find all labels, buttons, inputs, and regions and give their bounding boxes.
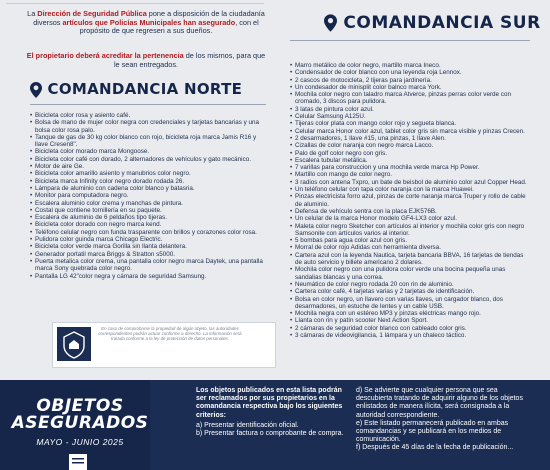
- criteria-column: [196, 387, 344, 438]
- owner-rest: de los mismos, para que le sean entregados.: [113, 51, 266, 69]
- sur-list-item: • Mochila color negro con una pulidora color verde una bocina pequeña unas sandalias blancas y una correa.: [290, 266, 530, 281]
- sur-items-list: [290, 62, 530, 339]
- sur-list-item: • Cartera color café, 4 tarjetas varias y 2 tarjetas de identificación.: [290, 288, 530, 295]
- sur-list-item: • Llanta con rin y patín scooter Next Action Sport.: [290, 317, 530, 324]
- warnings-column: [356, 387, 532, 453]
- norte-list-item: • Generador portatil marca Briggs & Stratton s5000.: [30, 251, 270, 258]
- norte-list-item: • Bicicleta color rosa y asiento café.: [30, 112, 270, 119]
- norte-list-item: • Pantalla LG 42"color negra y cámara de seguridad Samsung.: [30, 273, 270, 280]
- sur-list-item: • Un celular de la marca Honor modelo GF4-LX3 color azul.: [290, 215, 530, 222]
- norte-heading: [30, 80, 242, 98]
- owner-paragraph: [26, 52, 266, 69]
- norte-list-item: • Costal que contiene tornillería en su paquete.: [30, 207, 270, 214]
- norte-list-item: • Bolsa de mano de mujer color negra con credenciales y tarjetas bancarias y una bolsa color rosa palo.: [30, 119, 270, 134]
- sur-list-item: • Tijeras color plata con mango color rojo y segueta blanca.: [290, 120, 530, 127]
- period-label: MAYO - JUNIO 2025: [36, 437, 124, 447]
- norte-list-item: • Escalera de aluminio de 6 peldaños tipo tijeras.: [30, 214, 270, 221]
- municipal-emblem-icon: [57, 327, 91, 361]
- criterion-f: f) Después de 45 días de la fecha de publicación...: [356, 444, 514, 452]
- intro-org: Dirección de Seguridad Pública: [37, 9, 147, 18]
- intro-text-3: , con el propósito de que regresen a sus dueños.: [79, 17, 259, 36]
- title-line-2: ASEGURADOS: [11, 413, 149, 433]
- criterion-e: e) Este listado permanecerá publicado en ambas comandancias y se publicará en los medios de comunicación.: [356, 419, 509, 444]
- document-icon: [66, 452, 90, 470]
- sur-list-item: • Neumático de color negro rodada 20 con rin de aluminio.: [290, 281, 530, 288]
- top-rule: [6, 3, 264, 4]
- norte-title: COMANDANCIA NORTE: [47, 80, 243, 98]
- sur-list-item: • Bolsa en color negro, un llavero con varias llaves, un cargador blanco, dos desarmadores, un estuche de lentes y un cable USB.: [290, 296, 530, 311]
- sur-list-item: • Cartera azul con la leyenda Nautica, tarjeta bancaria BBVA, 16 tarjetas de tiendas de auto servicio y billete americano 2 dolares.: [290, 252, 530, 267]
- sur-list-item: • Palo de golf color negro con gris.: [290, 150, 530, 157]
- sur-list-item: • 3 radios con antena Txpro, un bate de beisbol de aluminio color azul Copper Head.: [290, 179, 530, 186]
- sur-list-item: • Pinzas electricista forro azul, pinzas de corte naranja marca Truper y rollo de cable de aluminio.: [290, 193, 530, 208]
- norte-list-item: • Bicicleta color amarillo asiento y manubrios color negro.: [30, 170, 270, 177]
- norte-list-item: • Monitor para computadora negro.: [30, 192, 270, 199]
- location-pin-icon: [324, 14, 337, 32]
- norte-items-list: [30, 112, 270, 280]
- norte-list-item: • Bicicleta marca Infinity color negro dorado rodada 26.: [30, 178, 270, 185]
- norte-list-item: • Teléfono celular negro con funda trasparente con brillos y corazones color rosa.: [30, 229, 270, 236]
- norte-list-item: • Motor de aire Ge.: [30, 163, 270, 170]
- intro-highlight: artículos que Policías Municipales han asegurado: [62, 17, 236, 27]
- notice-text: En caso de comprobarse la propiedad de algún objeto, las autoridades correspondientes podrán actuar conforme a derecho. La información será tratada conforme a la ley de protección de datos personales.: [98, 326, 242, 342]
- norte-divider: [30, 104, 266, 105]
- norte-list-item: • Puerta metalica color crema, una pantalla color negro marca Daytek, una pantalla marca Sony quebrada color negro.: [30, 258, 270, 273]
- intro-paragraph: [26, 10, 266, 36]
- sur-list-item: • 3 cámaras de videovigilancia, 1 lámpara y un chaleco táctico.: [290, 332, 530, 339]
- intro-text-2: pone a disposición de la ciudadanía diversos: [33, 9, 265, 27]
- sur-list-item: • 2 desarmadores, 1 llave #15, una pinzas, 1 llave Alen.: [290, 135, 530, 142]
- norte-list-item: • Bicicleta color dorado con negro marca kend.: [30, 221, 270, 228]
- left-column: [0, 0, 275, 370]
- sur-list-item: • Marro metálico de color negro, martillo marca Ineco.: [290, 62, 530, 69]
- criterion-b: b) Presentar factura o comprobante de compra.: [196, 430, 344, 438]
- sur-list-item: • Condensador de color blanco con una leyenda roja Lennox.: [290, 69, 530, 76]
- sur-list-item: • Celular Samsung A125U.: [290, 113, 530, 120]
- sur-list-item: • Martillo con mango de color negro.: [290, 171, 530, 178]
- sur-list-item: • Mochila color negro con taladro marca Atverce, pinzas perras color verde con cromado, 3 discos para pulidora.: [290, 91, 530, 106]
- sur-list-item: • Un condesador de minisplit color balnco marca York.: [290, 84, 530, 91]
- owner-bold: El propietario deberá acreditar la pertenencia: [26, 51, 184, 60]
- norte-list-item: • Bicicleta color morado marca Mongoose.: [30, 148, 270, 155]
- sur-list-item: • Celular marca Honor color azul, tablet color gris sin marca visible y pinzas Crecen.: [290, 128, 530, 135]
- sur-list-item: • Defensa de vehículo sentra con la placa EJK576B.: [290, 208, 530, 215]
- sur-list-item: • Un teléfono celular con tapa color naranja con la marca Huawei.: [290, 186, 530, 193]
- sur-list-item: • Escalera tubular metálica.: [290, 157, 530, 164]
- sur-list-item: • 7 varillas para construccion y una mochila verde marca Hp Power.: [290, 164, 530, 171]
- norte-list-item: • Lámpara de aluminio con cadena color blanco y batasria.: [30, 185, 270, 192]
- norte-list-item: • Bicicleta color verde marca Gorilla sin llanta delantera.: [30, 243, 270, 250]
- sur-list-item: • Mochila negra con un estéreo MP3 y pinzas eléctricas mango rojo.: [290, 310, 530, 317]
- sur-list-item: • 5 bombas para agua color azul con gris.: [290, 237, 530, 244]
- criterion-a: a) Presentar identificación oficial.: [196, 421, 299, 429]
- sur-title: COMANDANCIA SUR: [343, 13, 541, 33]
- sur-list-item: • Maleta color negro Sketcher con artículos al interior y mochila color gris con negro Samsonite con artículos varios al interior.: [290, 223, 530, 238]
- criteria-intro: Los objetos publicados en esta lista podrán ser reclamados por sus propietarios en la comandancia respectiva bajo los siguientes criterios:: [196, 387, 343, 419]
- criterion-d: d) Se advierte que cualquier persona que sea descubierta tratando de adquirir alguno de los objetos enlistados de manera ilícita, será consignada a la autoridad correspondiente.: [356, 387, 523, 419]
- location-pin-icon: [30, 82, 42, 98]
- objetos-asegurados-title: [0, 398, 160, 432]
- intro-text-1: La: [27, 9, 38, 18]
- title-line-1: OBJETOS: [36, 396, 124, 416]
- sur-heading: [324, 13, 541, 33]
- norte-list-item: • Pulidora color guinda marca Chicago Electric.: [30, 236, 270, 243]
- norte-list-item: • Escalera aluminio color crema y manchas de pintura.: [30, 200, 270, 207]
- sur-list-item: • 2 cámaras de seguridad color blanco con cableado color gris.: [290, 325, 530, 332]
- norte-list-item: • Bicicleta color café con dorado, 2 alternadores de vehículos y gato mecánico.: [30, 156, 270, 163]
- sur-list-item: • 2 cascos de motocicleta, 2 tijeras para jardinería.: [290, 77, 530, 84]
- sur-divider: [290, 40, 530, 41]
- notice-box: [52, 322, 276, 368]
- sur-list-item: • Cizallas de color naranja con negro marca Lacco.: [290, 142, 530, 149]
- sur-list-item: • Morral de color rojo Adidas con herramienta diversa.: [290, 244, 530, 251]
- norte-list-item: • Tanque de gas de 30 kg color blanco con rojo, bicicleta roja marca Jamis R16 y llave Cresen8".: [30, 134, 270, 149]
- sur-list-item: • 3 latas de pintura color azul.: [290, 106, 530, 113]
